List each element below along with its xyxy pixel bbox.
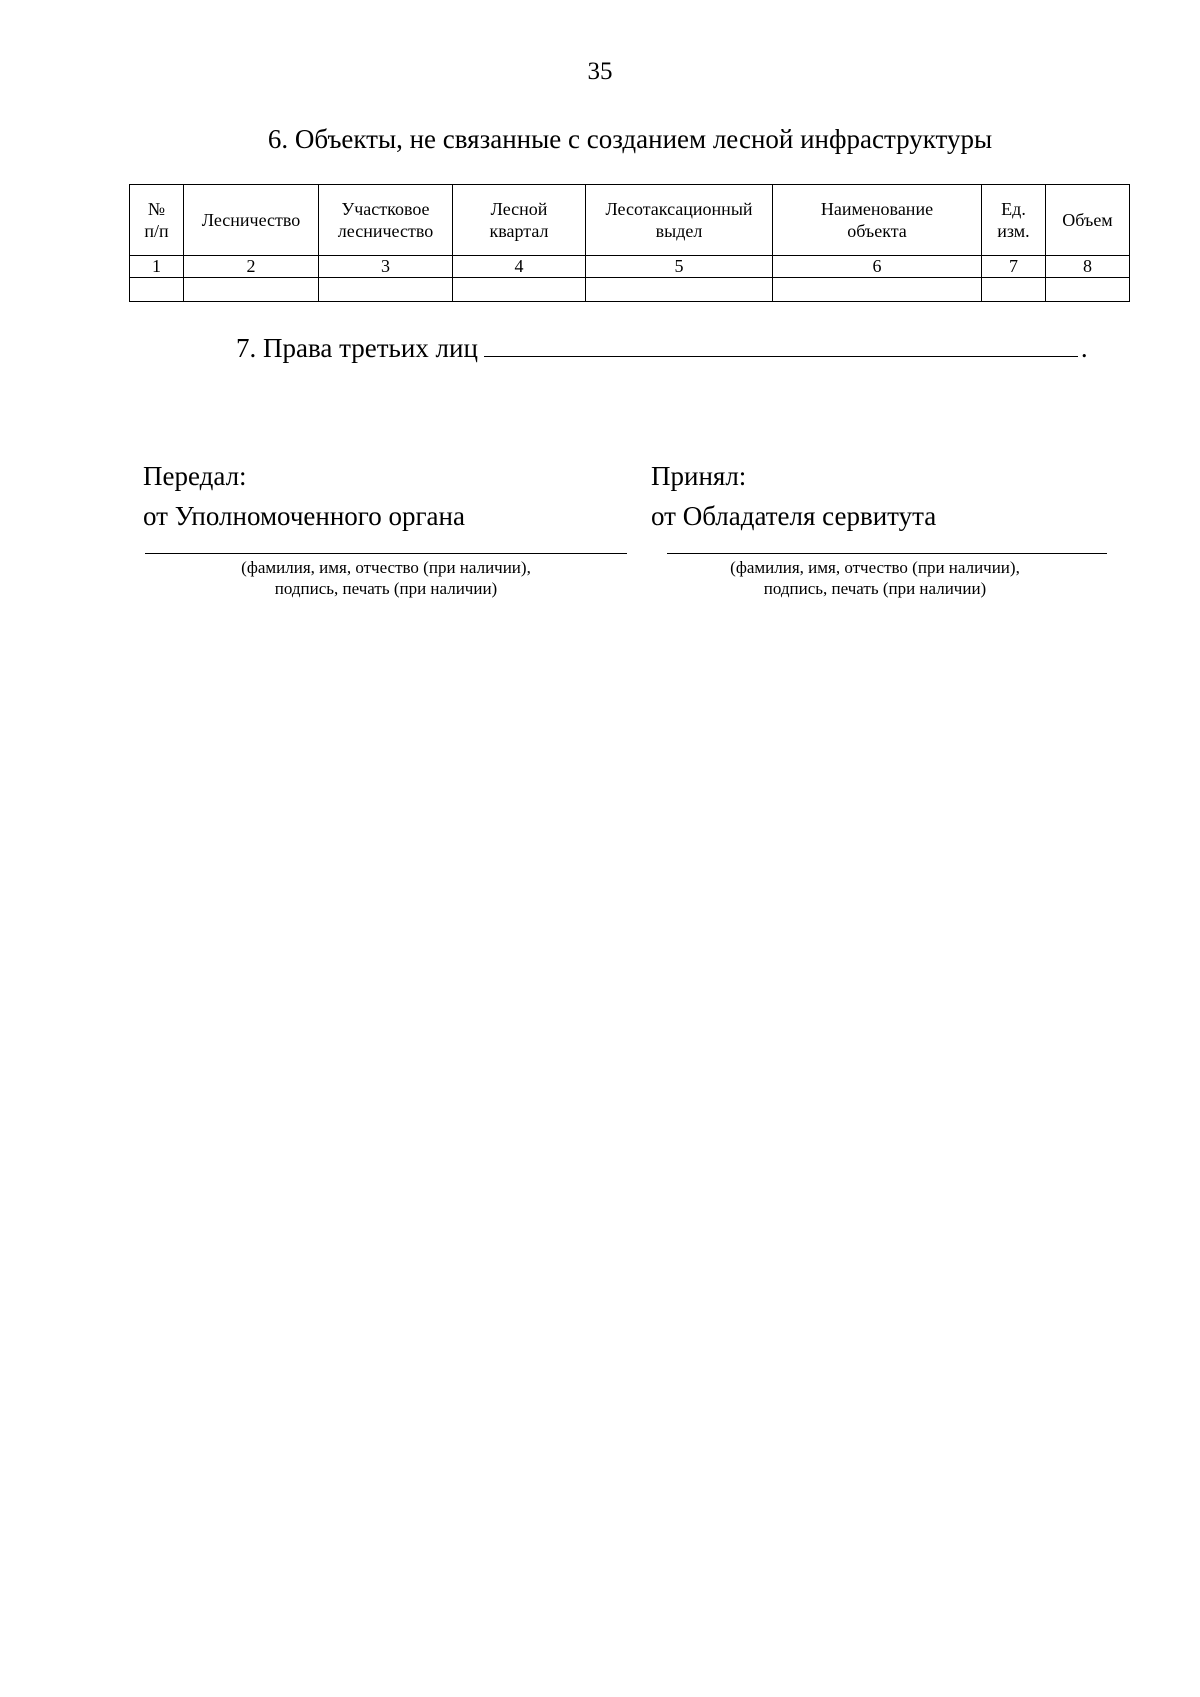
caption-line: (фамилия, имя, отчество (при наличии), xyxy=(241,558,531,577)
header-volume: Объем xyxy=(1046,185,1130,256)
column-number: 7 xyxy=(982,256,1046,278)
header-district-forestry: Участковое лесничество xyxy=(319,185,453,256)
empty-cell xyxy=(1046,278,1130,302)
empty-cell xyxy=(319,278,453,302)
signature-caption-right xyxy=(645,557,1105,599)
header-unit: Ед. изм. xyxy=(982,185,1046,256)
third-party-rights-line xyxy=(236,333,1088,364)
accepted-block xyxy=(651,456,936,536)
accepted-title: Принял: xyxy=(651,461,747,491)
transferred-from: от Уполномоченного органа xyxy=(143,501,465,531)
accepted-from: от Обладателя сервитута xyxy=(651,501,937,531)
caption-line: (фамилия, имя, отчество (при наличии), xyxy=(730,558,1020,577)
header-forest-quarter: Лесной квартал xyxy=(453,185,586,256)
third-party-rights-blank xyxy=(484,334,1078,357)
empty-cell xyxy=(453,278,586,302)
transferred-block xyxy=(143,456,465,536)
empty-cell xyxy=(130,278,184,302)
empty-cell xyxy=(982,278,1046,302)
header-number: № п/п xyxy=(130,185,184,256)
transferred-title: Передал: xyxy=(143,461,247,491)
section-6-title: 6. Объекты, не связанные с созданием лесной инфраструктуры xyxy=(267,124,993,154)
column-number: 4 xyxy=(453,256,586,278)
caption-line: подпись, печать (при наличии) xyxy=(763,579,987,598)
third-party-rights-end: . xyxy=(1080,333,1088,363)
empty-cell xyxy=(773,278,982,302)
signature-caption-left xyxy=(145,557,627,599)
column-number-row xyxy=(130,256,1130,278)
table-header-row xyxy=(130,185,1130,256)
page-number: 35 xyxy=(587,58,613,85)
caption-line: подпись, печать (при наличии) xyxy=(274,579,498,598)
column-number: 8 xyxy=(1046,256,1130,278)
empty-data-row xyxy=(130,278,1130,302)
signature-line-right xyxy=(667,553,1107,554)
header-taxation-unit: Лесотаксационный выдел xyxy=(586,185,773,256)
signature-line-left xyxy=(145,553,627,554)
header-object-name: Наименование объекта xyxy=(773,185,982,256)
third-party-rights-label: 7. Права третьих лиц xyxy=(236,333,478,363)
column-number: 3 xyxy=(319,256,453,278)
empty-cell xyxy=(184,278,319,302)
column-number: 5 xyxy=(586,256,773,278)
column-number: 1 xyxy=(130,256,184,278)
objects-table xyxy=(129,184,1130,302)
empty-cell xyxy=(586,278,773,302)
column-number: 6 xyxy=(773,256,982,278)
header-forestry: Лесничество xyxy=(184,185,319,256)
column-number: 2 xyxy=(184,256,319,278)
